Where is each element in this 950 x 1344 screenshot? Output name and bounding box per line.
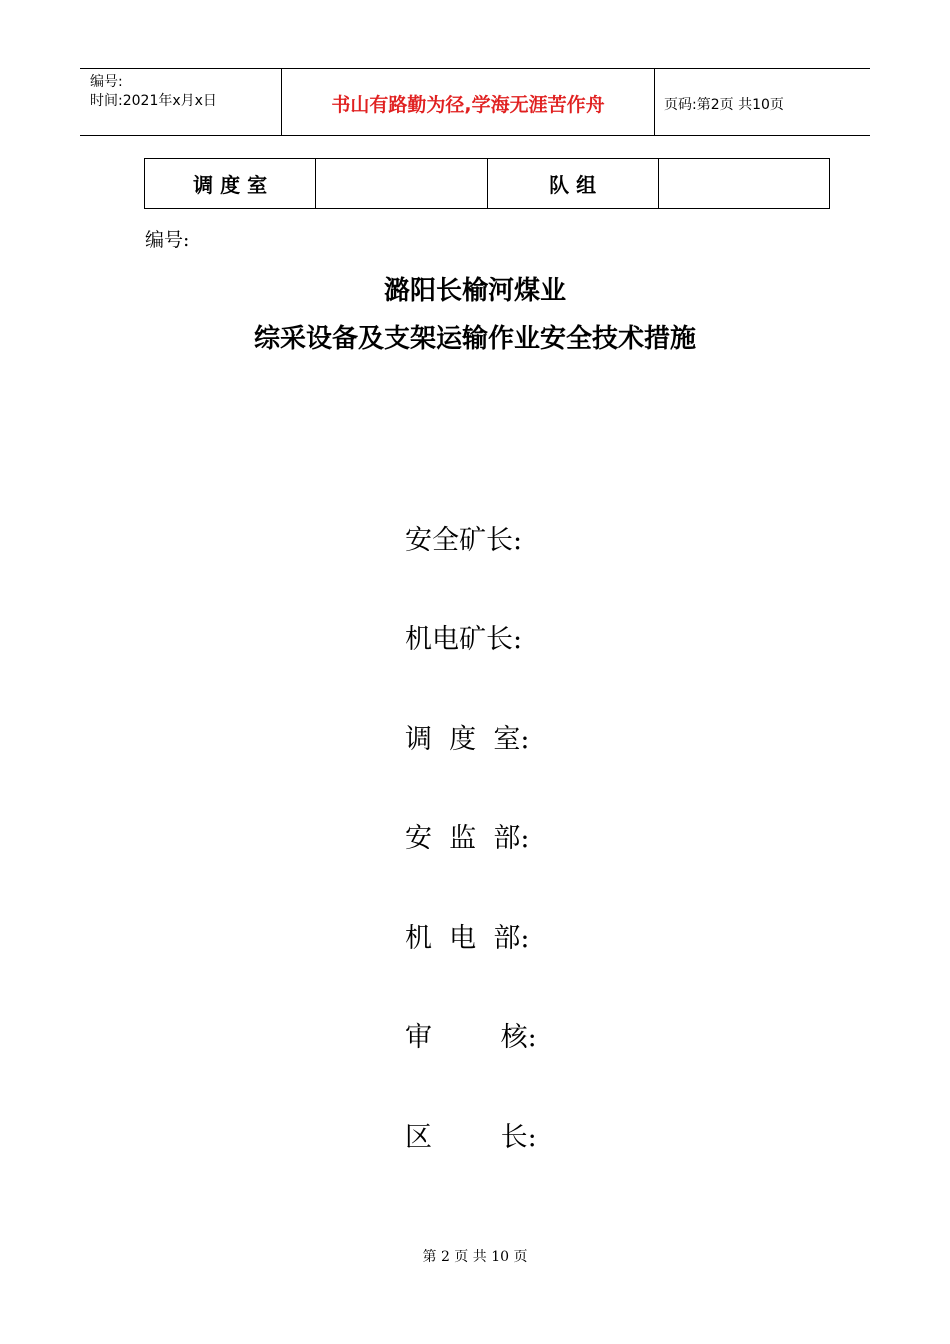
team-label-cell: 队 组 — [487, 159, 658, 209]
team-value-cell — [658, 159, 829, 209]
header-motto: 书山有路勤为径,学海无涯苦作舟 — [331, 94, 605, 116]
signature-safety-mine-manager: 安全矿长: — [405, 525, 523, 556]
header-bottom-rule — [80, 135, 870, 136]
signature-reviewer: 审 核: — [405, 1022, 537, 1053]
header-divider-right — [654, 68, 655, 135]
dispatch-room-value-cell — [316, 159, 487, 209]
document-title-subject: 综采设备及支架运输作业安全技术措施 — [253, 324, 696, 354]
signature-electromech-dept: 机 电 部: — [405, 923, 530, 954]
approval-table-row — [145, 159, 830, 209]
document-title-company: 潞阳长榆河煤业 — [383, 276, 566, 306]
dispatch-room-label-cell: 调 度 室 — [145, 159, 316, 209]
page-footer: 第 2 页 共 10 页 — [422, 1249, 528, 1265]
header-time-label: 时间:2021年x月x日 — [90, 93, 217, 109]
header-serial-label: 编号: — [90, 74, 123, 90]
signature-safety-supervision-dept: 安 监 部: — [405, 823, 530, 854]
header-page-info: 页码:第2页 共10页 — [664, 97, 784, 113]
header-top-rule — [80, 68, 870, 69]
approval-table — [144, 158, 830, 209]
signature-electromech-mine-manager: 机电矿长: — [405, 624, 523, 655]
signature-dispatch-room: 调 度 室: — [405, 724, 530, 755]
document-serial-label: 编号: — [145, 229, 190, 251]
signature-district-head: 区 长: — [405, 1122, 537, 1153]
